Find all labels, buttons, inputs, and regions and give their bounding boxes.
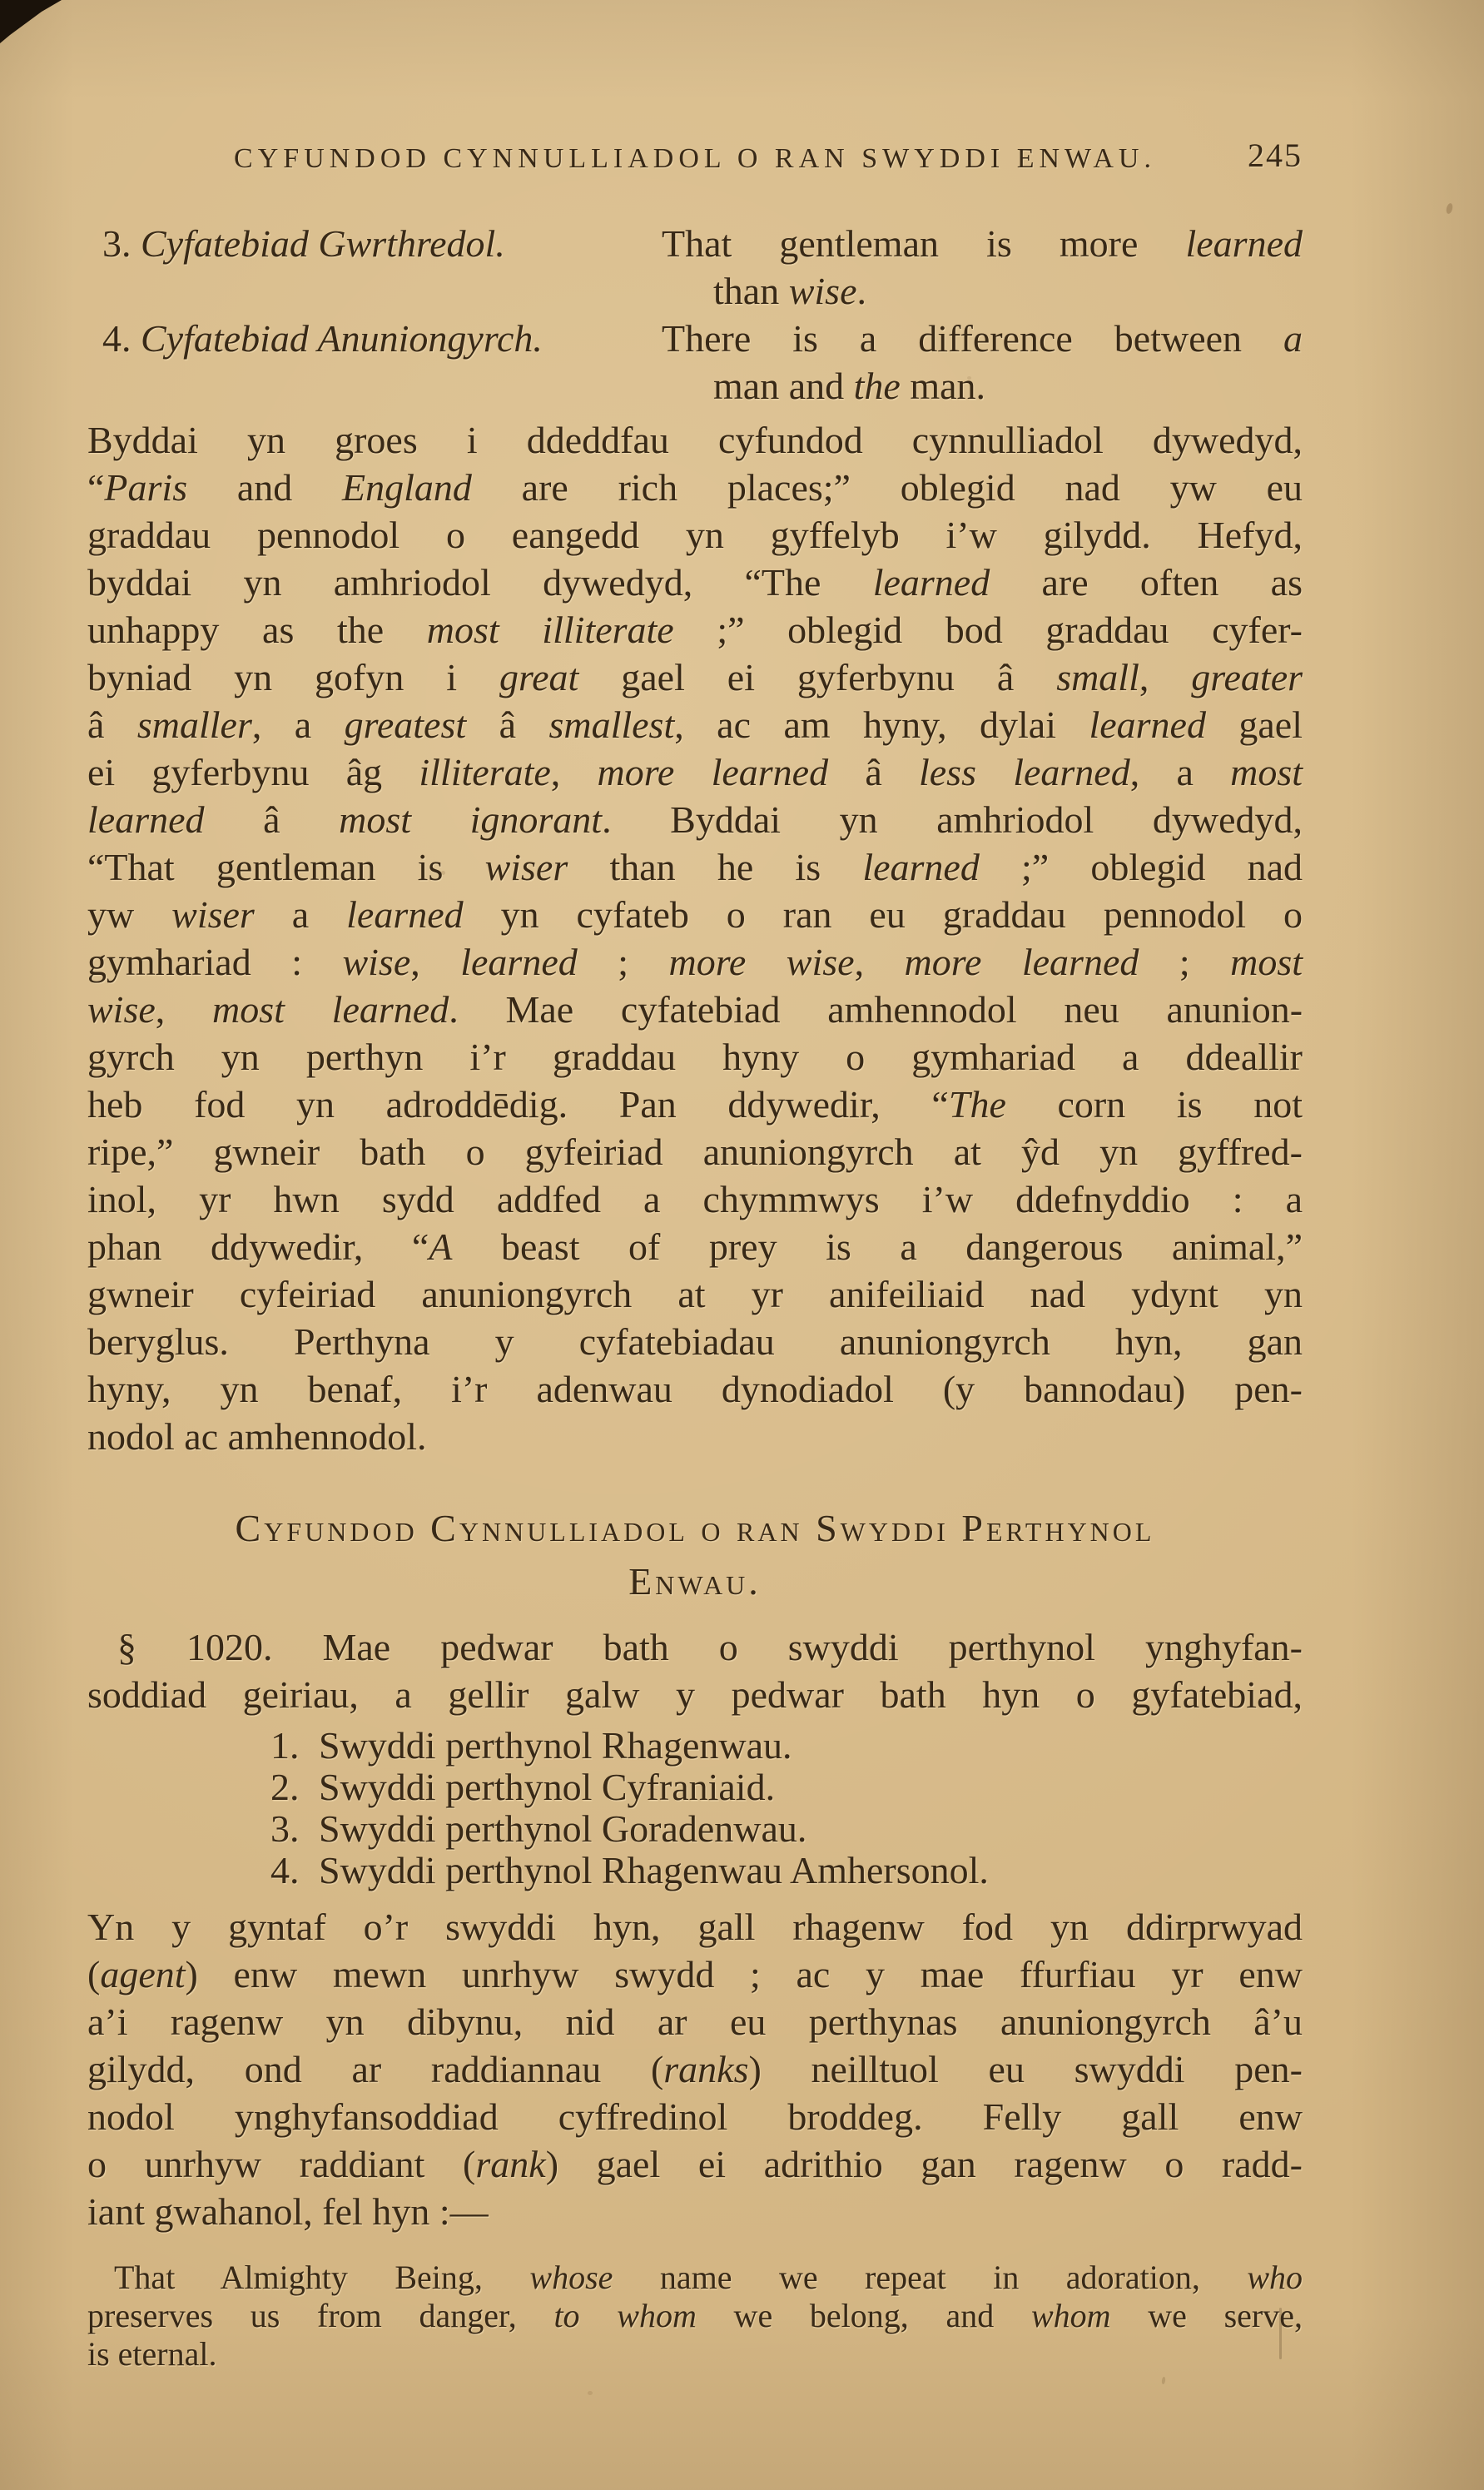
text-line: a’i ragenw yn dibynu, nid ar eu perthynas anuniongyrch â’u bbox=[87, 2000, 1303, 2043]
text-line: preserves us from danger, to whom we belong, and whom we serve, bbox=[87, 2297, 1303, 2334]
list-item-number: 4. bbox=[270, 1849, 300, 1891]
page-number: 245 bbox=[1248, 137, 1303, 174]
text-line: â smaller, a greatest â smallest, ac am hyny, dylai learned gael bbox=[87, 703, 1303, 746]
text-line: Byddai yn groes i ddeddfau cyfundod cynnulliadol dywedyd, bbox=[87, 419, 1303, 461]
text-line: “That gentleman is wiser than he is learned ;” oblegid nad bbox=[87, 846, 1303, 888]
text-line: gilydd, ond ar raddiannau (ranks) neilltuol eu swyddi pen- bbox=[87, 2048, 1303, 2090]
text-line: than wise. bbox=[713, 270, 866, 312]
running-head-title: CYFUNDOD CYNNULLIADOL O RAN SWYDDI ENWAU. bbox=[234, 143, 1156, 174]
text-line: § 1020. Mae pedwar bath o swyddi perthynol ynghyfan- bbox=[117, 1626, 1303, 1668]
item-example bbox=[662, 315, 1303, 410]
list-item-number: 3. bbox=[270, 1807, 300, 1850]
text-line: That Almighty Being, whose name we repeat in adoration, who bbox=[114, 2259, 1303, 2296]
item-term: Cyfatebiad Anuniongyrch. bbox=[141, 317, 543, 360]
item-term-cell bbox=[102, 220, 662, 315]
page-corner-tear bbox=[0, 0, 62, 43]
paper-speck bbox=[588, 2391, 593, 2395]
list-item-number: 2. bbox=[270, 1766, 300, 1808]
list-item bbox=[270, 1808, 1303, 1850]
text-line: “Paris and England are rich places;” oblegid nad yw eu bbox=[87, 466, 1303, 509]
body-paragraph-2 bbox=[87, 1903, 1303, 2235]
item-term: Cyfatebiad Gwrthredol. bbox=[141, 222, 505, 265]
item-term-cell bbox=[102, 315, 662, 410]
text-line: Yn y gyntaf o’r swyddi hyn, gall rhagenw fod yn ddirprwyad bbox=[87, 1906, 1303, 1948]
text-line: There is a difference between a bbox=[662, 317, 1303, 360]
text-line: gwneir cyfeiriad anuniongyrch at yr anifeiliaid nad ydynt yn bbox=[87, 1273, 1303, 1315]
text-line: byniad yn gofyn i great gael ei gyferbynu â small, greater bbox=[87, 656, 1303, 698]
text-line: ei gyferbynu âg illiterate, more learned â less learned, a most bbox=[87, 751, 1303, 793]
list-item-number: 1. bbox=[270, 1724, 300, 1767]
text-line: man and the man. bbox=[713, 365, 986, 407]
text-line: ripe,” gwneir bath o gyfeiriad anuniongyrch at ŷd yn gyffred- bbox=[87, 1131, 1303, 1173]
list-item bbox=[270, 1725, 1303, 1767]
correspondence-items bbox=[87, 220, 1303, 410]
paper-speck bbox=[1161, 2377, 1165, 2384]
list-item-label: Swyddi perthynol Goradenwau. bbox=[319, 1807, 807, 1850]
section-heading bbox=[87, 1502, 1303, 1608]
text-line: is eternal. bbox=[87, 2335, 217, 2373]
paper-speck bbox=[1446, 202, 1454, 214]
text-line: wise, most learned. Mae cyfatebiad amhennodol neu anunion- bbox=[87, 988, 1303, 1031]
list-item-label: Swyddi perthynol Rhagenwau Amhersonol. bbox=[319, 1849, 989, 1891]
text-line: o unrhyw raddiant (rank) gael ei adrithio gan ragenw o radd- bbox=[87, 2143, 1303, 2185]
text-line: unhappy as the most illiterate ;” oblegid bod graddau cyfer- bbox=[87, 609, 1303, 651]
text-line: graddau pennodol o eangedd yn gyffelyb i’w gilydd. Hefyd, bbox=[87, 514, 1303, 556]
example-quote bbox=[87, 2259, 1303, 2373]
item-number: 3. bbox=[102, 222, 132, 265]
text-line: beryglus. Perthyna y cyfatebiadau anuniongyrch hyn, gan bbox=[87, 1320, 1303, 1363]
text-line: nodol ynghyfansoddiad cyffredinol broddeg. Felly gall enw bbox=[87, 2095, 1303, 2138]
list-item bbox=[270, 1767, 1303, 1808]
running-head bbox=[87, 137, 1303, 178]
text-line: phan ddywedir, “A beast of prey is a dangerous animal,” bbox=[87, 1225, 1303, 1268]
text-line: nodol ac amhennodol. bbox=[87, 1415, 427, 1458]
text-line: (agent) enw mewn unrhyw swydd ; ac y mae ffurfiau yr enw bbox=[87, 1953, 1303, 1995]
text-line: learned â most ignorant. Byddai yn amhriodol dywedyd, bbox=[87, 798, 1303, 841]
text-line: hyny, yn benaf, i’r adenwau dynodiadol (y bannodau) pen- bbox=[87, 1368, 1303, 1410]
text-line: iant gwahanol, fel hyn :— bbox=[87, 2190, 489, 2233]
text-line: gyrch yn perthyn i’r graddau hyny o gymhariad a ddeallir bbox=[87, 1036, 1303, 1078]
list-item bbox=[270, 1850, 1303, 1891]
page-content bbox=[87, 137, 1303, 2373]
list-item-label: Swyddi perthynol Rhagenwau. bbox=[319, 1724, 792, 1767]
text-line: yw wiser a learned yn cyfateb o ran eu graddau pennodol o bbox=[87, 893, 1303, 936]
correspondence-item bbox=[102, 315, 1303, 410]
offices-list bbox=[270, 1725, 1303, 1891]
item-example bbox=[662, 220, 1303, 315]
text-line: gymhariad : wise, learned ; more wise, more learned ; most bbox=[87, 941, 1303, 983]
item-number: 4. bbox=[102, 317, 132, 360]
text-line: soddiad geiriau, a gellir galw y pedwar bath hyn o gyfatebiad, bbox=[87, 1673, 1303, 1716]
text-line: That gentleman is more learned bbox=[662, 222, 1303, 265]
text-line: heb fod yn adroddēdig. Pan ddywedir, “The corn is not bbox=[87, 1083, 1303, 1126]
body-paragraph-1 bbox=[87, 416, 1303, 1460]
list-item-label: Swyddi perthynol Cyfraniaid. bbox=[319, 1766, 776, 1808]
section-heading-line-2: Enwau. bbox=[628, 1560, 762, 1603]
section-heading-line-1: Cyfundod Cynnulliadol o ran Swyddi Perthynol bbox=[235, 1507, 1155, 1549]
text-line: byddai yn amhriodol dywedyd, “The learned are often as bbox=[87, 561, 1303, 604]
correspondence-item bbox=[102, 220, 1303, 315]
section-intro-paragraph bbox=[87, 1623, 1303, 1718]
text-line: inol, yr hwn sydd addfed a chymmwys i’w ddefnyddio : a bbox=[87, 1178, 1303, 1220]
